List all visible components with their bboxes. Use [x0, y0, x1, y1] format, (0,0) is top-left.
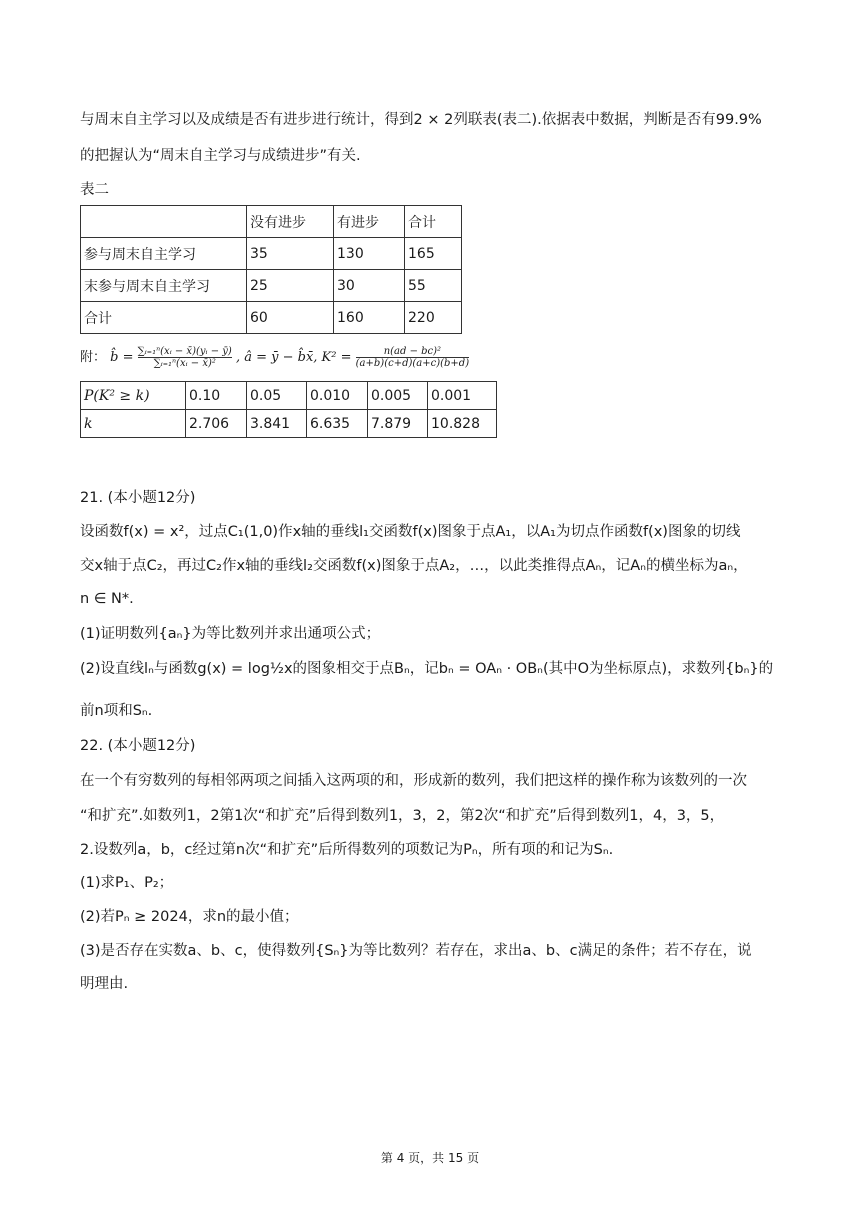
table-cell: 220: [405, 302, 462, 334]
table-cell: k: [81, 410, 186, 438]
q21-part-1: (1)证明数列{aₙ}为等比数列并求出通项公式；: [80, 626, 381, 642]
q22-part-1: (1)求P₁、P₂；: [80, 875, 174, 891]
q21-line-2: 交x轴于点C₂，再过C₂作x轴的垂线l₂交函数f(x)图象于点A₂，…，以此类推得点Aₙ，记Aₙ的横坐标为aₙ，: [80, 558, 748, 574]
table-row: [81, 270, 462, 302]
formula-prefix: 附：: [80, 350, 107, 365]
k-denominator: (a+b)(c+d)(a+c)(b+d): [355, 358, 470, 369]
table-row: [81, 238, 462, 270]
table-cell: 10.828: [428, 410, 497, 438]
table-cell: 2.706: [186, 410, 247, 438]
table-cell: 7.879: [368, 410, 428, 438]
b-numerator: ∑ᵢ₌₁ⁿ(xᵢ − x̄)(yᵢ − ȳ): [137, 346, 232, 357]
q22-part-2: (2)若Pₙ ≥ 2024，求n的最小值；: [80, 909, 299, 925]
q22-part-3: (3)是否存在实数a、b、c，使得数列{Sₙ}为等比数列？若存在，求出a、b、c满足的条件；若不存在，说: [80, 943, 752, 959]
q21-title: 21. (本小题12分): [80, 490, 196, 506]
table-cell: 165: [405, 238, 462, 270]
table-label: 表二: [80, 182, 109, 198]
table-cell: 0.010: [307, 382, 368, 410]
table-cell: 0.005: [368, 382, 428, 410]
table-row: [81, 410, 497, 438]
table-cell: 参与周末自主学习: [81, 238, 247, 270]
q21-line-3: n ∈ N*.: [80, 591, 134, 607]
q22-title: 22. (本小题12分): [80, 738, 196, 754]
table-cell: 0.05: [247, 382, 307, 410]
intro-line-1: 与周末自主学习以及成绩是否有进步进行统计，得到2 × 2列联表(表二).依据表中数据，判断是否有99.9%: [80, 112, 762, 128]
q22-line-3: 2.设数列a，b，c经过第n次“和扩充”后所得数列的项数记为Pₙ，所有项的和记为Sₙ.: [80, 842, 614, 858]
formula-b-hat: b̂ =: [110, 350, 134, 365]
critical-value-table: [80, 381, 497, 438]
table-cell: 30: [334, 270, 405, 302]
table-cell: 55: [405, 270, 462, 302]
q21-part-2: (2)设直线lₙ与函数g(x) = log½x的图象相交于点Bₙ，记bₙ = OAₙ · OBₙ(其中O为坐标原点)，求数列{bₙ}的: [80, 661, 774, 677]
table-cell: 130: [334, 238, 405, 270]
q22-part-3b: 明理由.: [80, 976, 129, 992]
formula-note: [80, 346, 469, 369]
table-cell: P(K² ≥ k): [81, 382, 186, 410]
k-fraction: [356, 346, 469, 369]
page-footer: 第 4 页，共 15 页: [380, 1151, 480, 1165]
q21-line-1: 设函数f(x) = x²，过点C₁(1,0)作x轴的垂线l₁交函数f(x)图象于点A₁，以A₁为切点作函数f(x)图象的切线: [80, 524, 741, 540]
q22-line-1: 在一个有穷数列的每相邻两项之间插入这两项的和，形成新的数列，我们把这样的操作称为该数列的一次: [80, 773, 747, 789]
table-cell: 6.635: [307, 410, 368, 438]
table-cell: 160: [334, 302, 405, 334]
table-cell: 0.001: [428, 382, 497, 410]
contingency-table: [80, 205, 462, 334]
table-cell: 合计: [81, 302, 247, 334]
table-row: [81, 206, 462, 238]
k-numerator: n(ad − bc)²: [356, 346, 469, 358]
formula-a-hat: , â = ȳ − b̂x̄, K² =: [235, 350, 352, 365]
q21-part-2b: 前n项和Sₙ.: [80, 703, 153, 719]
b-fraction: [138, 346, 232, 369]
table-row: [81, 382, 497, 410]
table-cell: 合计: [405, 206, 462, 238]
table-row: [81, 302, 462, 334]
table-cell: 0.10: [186, 382, 247, 410]
table-cell: [81, 206, 247, 238]
q22-line-2: “和扩充”.如数列1，2第1次“和扩充”后得到数列1，3，2，第2次“和扩充”后得到数列1，4，3，5，: [80, 808, 725, 824]
table-cell: 35: [247, 238, 334, 270]
table-cell: 60: [247, 302, 334, 334]
table-cell: 有进步: [334, 206, 405, 238]
table-cell: 没有进步: [247, 206, 334, 238]
intro-line-2: 的把握认为“周末自主学习与成绩进步”有关.: [80, 148, 361, 164]
table-cell: 3.841: [247, 410, 307, 438]
table-cell: 25: [247, 270, 334, 302]
b-denominator: ∑ᵢ₌₁ⁿ(xᵢ − x̄)²: [153, 358, 216, 369]
table-cell: 末参与周末自主学习: [81, 270, 247, 302]
